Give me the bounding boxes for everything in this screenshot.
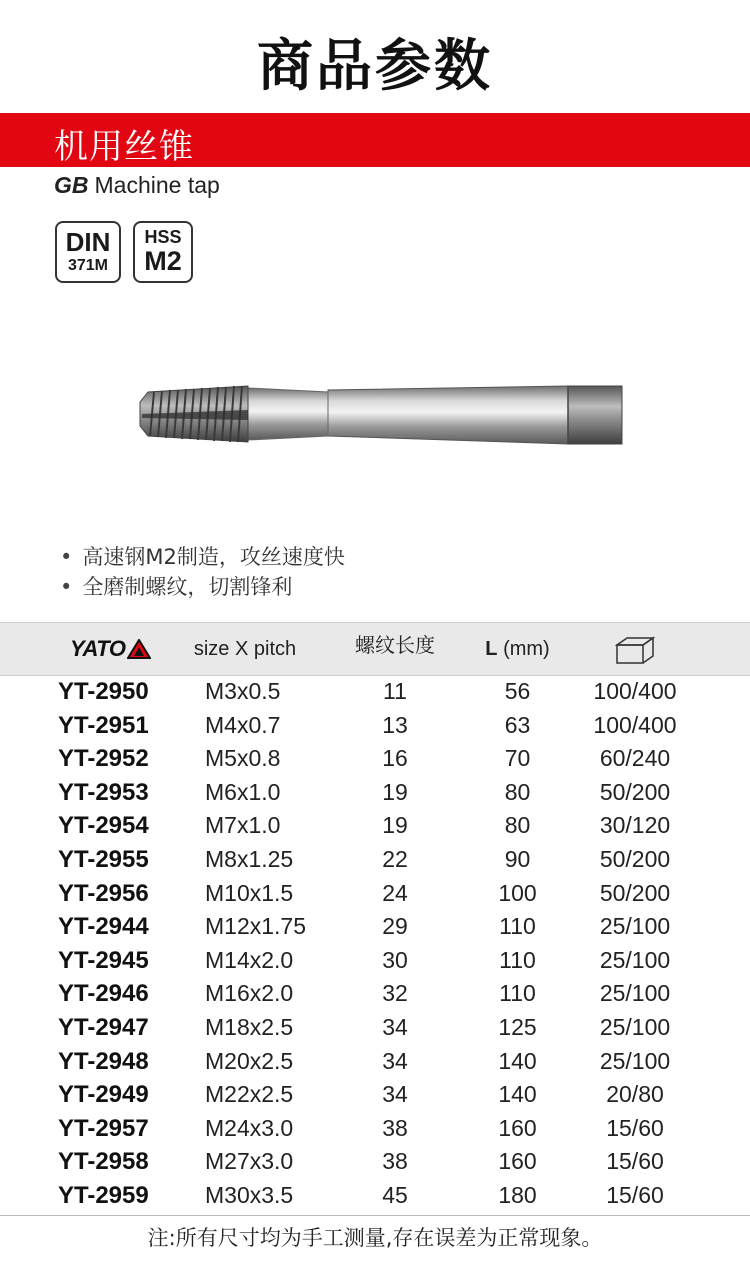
total-length: 70 xyxy=(504,745,531,772)
din-badge-bottom: 371M xyxy=(67,257,109,274)
hss-badge-top: HSS xyxy=(144,227,182,247)
package-qty: 100/400 xyxy=(593,711,677,738)
package-qty: 15/60 xyxy=(606,1114,664,1141)
product-code: YT-2955 xyxy=(58,845,149,873)
product-code: YT-2949 xyxy=(58,1081,149,1109)
size-pitch: M20x2.5 xyxy=(205,1047,294,1074)
size-pitch: M30x3.5 xyxy=(205,1181,294,1208)
size-pitch: M14x2.0 xyxy=(205,946,294,973)
standard-label: GB xyxy=(54,172,89,198)
package-qty: 50/200 xyxy=(599,845,671,872)
thread-length: 45 xyxy=(382,1181,408,1208)
hss-badge-bottom: M2 xyxy=(144,246,182,276)
product-code: YT-2951 xyxy=(58,711,149,739)
size-pitch: M12x1.75 xyxy=(205,913,307,940)
thread-length: 32 xyxy=(382,980,408,1007)
spec-table-body xyxy=(0,675,750,1213)
size-pitch: M7x1.0 xyxy=(205,812,281,839)
table-row xyxy=(0,675,750,709)
table-row xyxy=(0,1179,750,1213)
total-length: 140 xyxy=(498,1047,537,1074)
product-name: 机用丝锥 xyxy=(54,127,194,167)
din-badge-top: DIN xyxy=(65,227,111,257)
total-length: 125 xyxy=(498,1013,537,1040)
din-standard-badge xyxy=(55,221,121,283)
product-code: YT-2952 xyxy=(58,745,149,773)
total-length: 80 xyxy=(504,778,531,805)
table-row xyxy=(0,776,750,810)
feature-list xyxy=(60,542,345,602)
product-code: YT-2953 xyxy=(58,778,149,806)
package-qty: 50/200 xyxy=(599,778,671,805)
size-pitch: M3x0.5 xyxy=(205,678,281,704)
thread-length: 19 xyxy=(382,812,408,839)
total-length: 160 xyxy=(498,1148,537,1175)
feature-item: • 高速钢M2制造，攻丝速度快 xyxy=(60,542,345,572)
size-pitch: M16x2.0 xyxy=(205,980,294,1007)
thread-length: 19 xyxy=(382,778,408,805)
measurement-note: 注:所有尺寸均为手工测量,存在误差为正常现象。 xyxy=(147,1226,603,1250)
product-code: YT-2954 xyxy=(58,812,149,840)
size-pitch: M22x2.5 xyxy=(205,1081,294,1108)
thread-length: 24 xyxy=(382,879,408,906)
thread-length: 16 xyxy=(382,745,408,772)
divider xyxy=(0,1215,750,1216)
thread-length: 11 xyxy=(383,678,407,704)
package-qty: 20/80 xyxy=(606,1081,664,1108)
brand-header xyxy=(70,623,180,675)
product-code: YT-2950 xyxy=(58,678,149,705)
table-row xyxy=(0,1078,750,1112)
table-row xyxy=(0,977,750,1011)
table-row xyxy=(0,742,750,776)
thread-length: 30 xyxy=(382,946,408,973)
total-length: 180 xyxy=(498,1181,537,1208)
product-code: YT-2945 xyxy=(58,946,149,974)
total-length: 110 xyxy=(499,913,536,940)
table-row xyxy=(0,809,750,843)
size-pitch: M4x0.7 xyxy=(205,711,281,738)
table-row xyxy=(0,1112,750,1146)
package-qty: 50/200 xyxy=(599,879,671,906)
product-code: YT-2959 xyxy=(58,1181,149,1209)
thread-length: 34 xyxy=(382,1081,408,1108)
table-row xyxy=(0,1011,750,1045)
package-qty: 60/240 xyxy=(599,745,671,772)
product-english-name: Machine tap xyxy=(94,172,220,198)
size-pitch: M5x0.8 xyxy=(205,745,281,772)
feature-item: • 全磨制螺纹，切割锋利 xyxy=(60,572,345,602)
package-qty: 15/60 xyxy=(606,1181,664,1208)
product-name-banner xyxy=(0,113,750,167)
thread-length: 34 xyxy=(382,1013,408,1040)
total-length: 110 xyxy=(499,946,536,973)
total-length: 80 xyxy=(504,812,531,839)
hss-material-badge xyxy=(133,221,193,283)
product-code: YT-2946 xyxy=(58,980,149,1008)
thread-length: 13 xyxy=(382,711,408,738)
size-header: size X pitch xyxy=(193,638,297,660)
product-subtitle xyxy=(54,172,220,199)
product-code: YT-2958 xyxy=(58,1148,149,1176)
product-code: YT-2957 xyxy=(58,1114,149,1142)
box-icon xyxy=(614,635,656,665)
total-length: 100 xyxy=(498,879,537,906)
total-length: 56 xyxy=(504,678,531,704)
length-header: L (mm) xyxy=(485,638,550,660)
page-title: 商品参数 xyxy=(257,34,493,99)
total-length: 140 xyxy=(498,1081,537,1108)
table-row xyxy=(0,843,750,877)
package-qty: 15/60 xyxy=(606,1148,664,1175)
thread-length: 22 xyxy=(382,845,408,872)
size-pitch: M10x1.5 xyxy=(205,879,294,906)
yato-logo-triangle-icon xyxy=(127,639,151,659)
total-length: 63 xyxy=(504,711,531,738)
thread-length: 38 xyxy=(382,1148,408,1175)
machine-tap-image xyxy=(128,370,628,460)
package-qty: 100/400 xyxy=(593,678,677,704)
size-pitch: M24x3.0 xyxy=(205,1114,294,1141)
product-code: YT-2948 xyxy=(58,1047,149,1075)
size-pitch: M27x3.0 xyxy=(205,1148,294,1175)
thread-length: 29 xyxy=(382,913,408,940)
table-header xyxy=(0,622,750,676)
total-length: 160 xyxy=(498,1114,537,1141)
size-pitch: M8x1.25 xyxy=(205,845,294,872)
size-pitch: M6x1.0 xyxy=(205,778,281,805)
thread-length: 34 xyxy=(382,1047,408,1074)
package-qty: 25/100 xyxy=(599,946,671,973)
package-qty: 30/120 xyxy=(599,812,671,839)
table-row xyxy=(0,1145,750,1179)
package-qty: 25/100 xyxy=(599,1013,671,1040)
package-header xyxy=(575,623,695,675)
thread-length: 38 xyxy=(382,1114,408,1141)
thread-length-header: 螺纹长度 xyxy=(355,633,435,657)
table-row xyxy=(0,910,750,944)
package-qty: 25/100 xyxy=(599,1047,671,1074)
table-row xyxy=(0,1045,750,1079)
total-length: 90 xyxy=(504,845,531,872)
table-row xyxy=(0,877,750,911)
table-row xyxy=(0,944,750,978)
product-code: YT-2947 xyxy=(58,1013,149,1041)
table-row xyxy=(0,709,750,743)
product-code: YT-2956 xyxy=(58,879,149,907)
total-length: 110 xyxy=(499,980,536,1007)
size-pitch: M18x2.5 xyxy=(205,1013,294,1040)
package-qty: 25/100 xyxy=(599,980,671,1007)
yato-logo: YATO xyxy=(70,623,151,675)
package-qty: 25/100 xyxy=(599,913,671,940)
product-code: YT-2944 xyxy=(58,913,149,941)
